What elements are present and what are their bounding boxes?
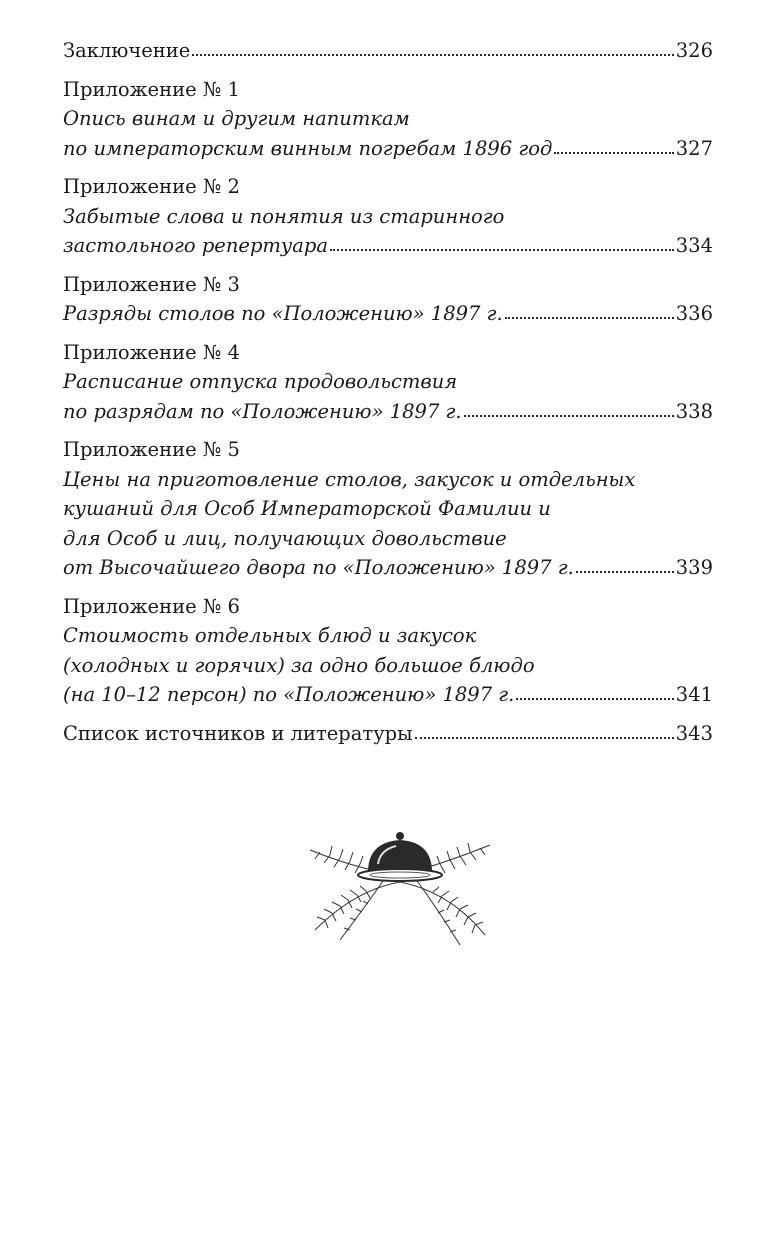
leader-dots — [554, 135, 673, 155]
appendix-title-line: Забытые слова и понятия из старинного — [63, 204, 505, 228]
leader-dots — [516, 682, 673, 702]
toc-line-appendix-5 — [63, 553, 713, 583]
appendix-heading: Приложение № 3 — [63, 272, 240, 296]
toc-entry-appendix-3 — [63, 270, 713, 329]
toc-line-appendix-6 — [63, 680, 713, 710]
appendix-title-line: Разряды столов по «Положению» 1897 г. — [63, 302, 503, 325]
page-number: 338 — [675, 399, 713, 423]
toc-line-appendix-4 — [63, 397, 713, 427]
toc-line-appendix-3 — [63, 299, 713, 329]
appendix-heading: Приложение № 6 — [63, 594, 240, 618]
toc-entry-appendix-1 — [63, 75, 713, 164]
toc-entry-appendix-4 — [63, 338, 713, 427]
appendix-heading: Приложение № 5 — [63, 438, 240, 461]
appendix-title-line: по императорским винным погребам 1896 год — [63, 136, 553, 160]
appendix-title-line: по разрядам по «Положению» 1897 г. — [63, 399, 462, 423]
toc-entry-sources — [63, 719, 713, 749]
page-number: 341 — [675, 683, 713, 706]
page-number: 339 — [675, 556, 713, 579]
appendix-title-line: Цены на приготовление столов, закусок и отдельных — [63, 467, 636, 491]
leader-dots — [330, 233, 674, 253]
toc-title-conclusion: Заключение — [63, 39, 191, 62]
toc-line-conclusion — [63, 36, 713, 66]
page-number: 326 — [675, 39, 713, 62]
page-number: 327 — [675, 136, 713, 160]
appendix-title-line: Опись винам и другим напиткам — [63, 107, 410, 130]
appendix-title-line: (на 10–12 персон) по «Положению» 1897 г. — [63, 683, 515, 706]
appendix-title-line: Стоимость отдельных блюд и закусок — [63, 624, 477, 647]
appendix-title-line: (холодных и горячих) за одно большое блюдо — [63, 653, 535, 677]
appendix-title-line: для Особ и лиц, получающих довольствие — [63, 526, 507, 550]
toc-line-appendix-1 — [63, 134, 713, 164]
page-number: 336 — [675, 302, 713, 325]
leader-dots — [192, 38, 673, 58]
appendix-heading: Приложение № 2 — [63, 175, 240, 198]
page-number: 343 — [675, 721, 713, 745]
leader-dots — [576, 555, 674, 575]
appendix-title-line: застольного репертуара — [63, 234, 328, 257]
appendix-title-line: кушаний для Особ Императорской Фамилии и — [63, 497, 551, 520]
cloche-with-fir-branches-icon — [300, 820, 500, 950]
appendix-heading: Приложение № 4 — [63, 340, 240, 364]
page-number: 334 — [675, 234, 713, 257]
toc-entry-appendix-5 — [63, 435, 713, 583]
leader-dots — [415, 720, 674, 740]
appendix-heading: Приложение № 1 — [63, 77, 240, 101]
toc-title-sources: Список источников и литературы — [63, 721, 413, 745]
toc-entry-appendix-6 — [63, 592, 713, 710]
leader-dots — [505, 301, 674, 321]
toc-entry-appendix-2 — [63, 172, 713, 261]
leader-dots — [464, 398, 674, 418]
toc-entry-conclusion — [63, 36, 713, 66]
appendix-title-line: от Высочайшего двора по «Положению» 1897 г. — [63, 556, 574, 579]
toc-line-appendix-2 — [63, 231, 713, 261]
table-of-contents — [63, 36, 713, 757]
toc-line-sources — [63, 719, 713, 749]
appendix-title-line: Расписание отпуска продовольствия — [63, 370, 458, 393]
